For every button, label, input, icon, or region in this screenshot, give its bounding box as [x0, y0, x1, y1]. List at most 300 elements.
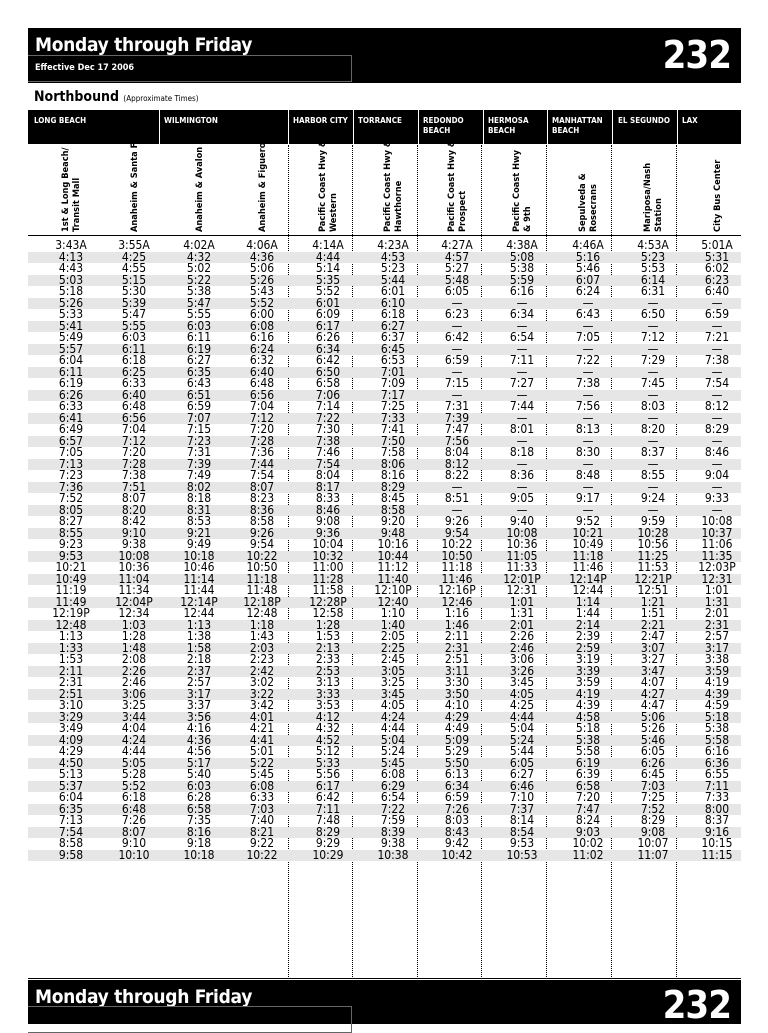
time-cell: 4:53A — [637, 238, 669, 252]
time-cell: 3:42 — [249, 698, 275, 712]
time-cell: 4:16 — [186, 721, 212, 735]
time-cell: 2:01 — [509, 617, 535, 632]
time-cell: 5:52 — [121, 778, 147, 793]
time-cell: 4:58 — [575, 709, 601, 724]
time-cell: 6:27 — [380, 318, 406, 333]
region-torrance: TORRANCE — [358, 116, 402, 125]
time-cell: — — [647, 456, 659, 471]
time-cell: 5:38 — [186, 284, 212, 298]
time-cell: 6:51 — [186, 387, 212, 402]
time-cell: 5:16 — [575, 249, 601, 264]
time-cell: 10:44 — [377, 548, 409, 563]
time-cell: 5:46 — [640, 732, 666, 747]
time-cell: 1:31 — [704, 594, 730, 609]
time-cell: 12:31 — [701, 571, 733, 586]
time-cell: 7:54 — [58, 824, 84, 839]
time-cell: 6:10 — [380, 295, 406, 310]
time-cell: 7:26 — [444, 801, 470, 816]
time-cell: 8:55 — [640, 468, 666, 482]
time-cell: 6:03 — [121, 330, 147, 344]
time-cell: 9:22 — [249, 836, 275, 850]
time-cell: 7:12 — [640, 330, 666, 344]
time-cell: 2:25 — [380, 640, 406, 655]
time-cell: 6:35 — [58, 801, 84, 816]
time-cell: 7:11 — [509, 353, 535, 367]
time-cell: 5:33 — [315, 755, 341, 770]
time-cell: 2:31 — [58, 675, 84, 689]
footer-bar — [28, 980, 741, 1027]
time-cell: 6:29 — [380, 778, 406, 793]
time-cell: 4:59 — [704, 698, 730, 712]
time-cell: 11:40 — [377, 571, 409, 586]
region-divider — [353, 110, 354, 144]
time-cell: 7:41 — [380, 422, 406, 436]
time-cell: 8:03 — [444, 813, 470, 827]
time-cell: 3:45 — [380, 686, 406, 701]
time-cell: 12:01P — [503, 571, 541, 586]
time-cell: 4:19 — [704, 675, 730, 689]
time-cell: 7:54 — [249, 468, 275, 482]
time-cell: — — [647, 502, 659, 517]
time-cell: 3:30 — [444, 675, 470, 689]
time-cell: 6:04 — [58, 353, 84, 367]
time-cell: 4:39 — [575, 698, 601, 712]
time-cell: 4:39 — [704, 686, 730, 701]
stop-name: City Bus Center — [711, 159, 723, 232]
stop-header — [193, 146, 234, 232]
time-cell: 7:33 — [704, 790, 730, 804]
time-cell: 6:14 — [640, 272, 666, 287]
time-cell: 6:13 — [444, 767, 470, 781]
time-cell: 6:42 — [315, 790, 341, 804]
time-cell: 9:42 — [444, 836, 470, 850]
time-cell: 11:15 — [701, 847, 733, 862]
time-cell: 10:22 — [441, 537, 473, 551]
time-cell: 5:08 — [509, 249, 535, 264]
time-cell: 4:38A — [506, 238, 538, 252]
time-cell: 2:33 — [315, 652, 341, 666]
time-cell: 5:44 — [380, 272, 406, 287]
time-cell: 3:06 — [509, 652, 535, 666]
time-cell: 3:56 — [186, 709, 212, 724]
time-cell: 7:46 — [315, 445, 341, 459]
time-cell: 2:57 — [186, 675, 212, 689]
time-cell: 7:56 — [444, 433, 470, 448]
time-cell: 6:11 — [186, 330, 212, 344]
time-cell: 11:06 — [701, 537, 733, 551]
time-cell: 11:19 — [55, 583, 87, 597]
stop-name: 1st & Long Beach/ Transit Mall — [60, 147, 82, 232]
time-cell: 6:26 — [58, 387, 84, 402]
time-cell: 6:33 — [249, 790, 275, 804]
time-cell: 3:50 — [444, 686, 470, 701]
time-cell: 9:59 — [640, 514, 666, 528]
time-cell: 3:17 — [704, 640, 730, 655]
time-cell: 1:33 — [58, 640, 84, 655]
time-cell: 9:20 — [380, 514, 406, 528]
time-cell: 11:35 — [701, 548, 733, 563]
time-cell: 8:20 — [640, 422, 666, 436]
time-cell: 3:47 — [640, 663, 666, 678]
time-cell: 10:04 — [312, 537, 344, 551]
time-cell: 7:23 — [186, 433, 212, 448]
time-cell: 1:43 — [249, 629, 275, 643]
time-cell: 6:54 — [509, 330, 535, 344]
time-cell: 5:58 — [704, 732, 730, 747]
time-cell: 6:11 — [121, 341, 147, 356]
time-cell: 7:54 — [315, 456, 341, 471]
time-cell: 6:41 — [58, 410, 84, 425]
time-cell: 5:44 — [509, 744, 535, 758]
time-cell: 2:05 — [380, 629, 406, 643]
time-cell: 8:29 — [315, 824, 341, 839]
time-cell: 8:27 — [58, 514, 84, 528]
time-cell: 12:03P — [698, 560, 736, 574]
time-cell: 3:26 — [509, 663, 535, 678]
time-cell: 3:10 — [58, 698, 84, 712]
time-cell: 8:29 — [704, 422, 730, 436]
time-cell: 7:04 — [121, 422, 147, 436]
time-cell: 8:00 — [704, 801, 730, 816]
direction-heading — [34, 89, 199, 105]
time-cell: 6:16 — [249, 330, 275, 344]
time-cell: 8:18 — [509, 445, 535, 459]
time-cell: 8:16 — [380, 468, 406, 482]
time-cell: 3:45 — [509, 675, 535, 689]
time-cell: 8:51 — [444, 491, 470, 505]
time-cell: 12:40 — [377, 594, 409, 609]
time-cell: 2:39 — [575, 629, 601, 643]
time-cell: 4:09 — [58, 732, 84, 747]
time-cell: 10:38 — [377, 847, 409, 862]
time-cell: 8:14 — [509, 813, 535, 827]
time-cell: 1:40 — [380, 617, 406, 632]
time-cell: 5:52 — [315, 284, 341, 298]
time-cell: 7:23 — [58, 468, 84, 482]
time-cell: 1:01 — [509, 594, 535, 609]
time-cell: 7:38 — [315, 433, 341, 448]
time-cell: 6:01 — [315, 295, 341, 310]
time-cell: 9:29 — [315, 836, 341, 850]
stop-name: Anaheim & Avalon — [193, 146, 205, 232]
time-cell: 7:03 — [249, 801, 275, 816]
time-cell: 6:18 — [380, 307, 406, 321]
time-cell: 3:17 — [186, 686, 212, 701]
time-cell: 5:55 — [121, 318, 147, 333]
time-cell: 7:12 — [121, 433, 147, 448]
time-cell: 5:17 — [186, 755, 212, 770]
time-cell: 7:22 — [315, 410, 341, 425]
time-cell: 5:33 — [58, 307, 84, 321]
time-cell: 10:10 — [118, 847, 150, 862]
time-cell: 7:38 — [121, 468, 147, 482]
time-cell: 9:49 — [186, 537, 212, 551]
time-cell: 5:38 — [509, 261, 535, 275]
time-cell: 9:58 — [58, 847, 84, 862]
time-cell: 6:17 — [315, 778, 341, 793]
time-cell: 7:39 — [444, 410, 470, 425]
time-cell: 12:31 — [506, 583, 538, 597]
time-cell: 3:43A — [55, 238, 87, 252]
time-cell: 9:24 — [640, 491, 666, 505]
stop-header — [382, 139, 422, 232]
time-cell: 11:18 — [572, 548, 604, 563]
time-cell: 5:38 — [704, 721, 730, 735]
time-cell: 6:25 — [121, 364, 147, 379]
time-cell: 7:52 — [640, 801, 666, 816]
time-cell: — — [516, 456, 528, 471]
time-cell: 7:28 — [249, 433, 275, 448]
time-cell: 6:27 — [186, 353, 212, 367]
time-cell: 4:06A — [246, 238, 278, 252]
time-cell: 5:47 — [186, 295, 212, 310]
time-cell: — — [711, 502, 723, 517]
time-cell: 10:02 — [572, 836, 604, 850]
time-cell: 10:50 — [441, 548, 473, 563]
time-cell: 9:52 — [575, 514, 601, 528]
time-cell: 8:12 — [444, 456, 470, 471]
time-cell: 5:05 — [121, 755, 147, 770]
time-cell: 5:14 — [315, 261, 341, 275]
stop-header — [128, 137, 169, 232]
time-cell: 6:43 — [186, 376, 212, 390]
time-cell: 9:08 — [315, 514, 341, 528]
time-cell: 6:05 — [640, 744, 666, 758]
time-cell: 1:03 — [121, 617, 147, 632]
time-cell: 5:29 — [444, 744, 470, 758]
time-cell: 1:01 — [704, 583, 730, 597]
time-cell: 7:47 — [575, 801, 601, 816]
time-cell: 12:14P — [569, 571, 607, 586]
time-cell: 5:53 — [640, 261, 666, 275]
time-cell: 5:18 — [58, 284, 84, 298]
time-cell: 4:36 — [186, 732, 212, 747]
time-cell: 4:56 — [186, 744, 212, 758]
time-cell: 6:37 — [380, 330, 406, 344]
time-cell: 5:26 — [249, 272, 275, 287]
time-cell: 10:29 — [312, 847, 344, 862]
time-cell: 5:59 — [509, 272, 535, 287]
time-cell: 11:00 — [312, 560, 344, 574]
footer-title: Monday through Friday — [35, 986, 253, 1008]
time-cell: 6:35 — [186, 364, 212, 379]
time-cell: 3:05 — [380, 663, 406, 678]
time-cell: — — [516, 433, 528, 448]
time-cell: 4:14A — [312, 238, 344, 252]
time-cell: 6:24 — [575, 284, 601, 298]
time-cell: 5:48 — [444, 272, 470, 287]
time-cell: 3:11 — [444, 663, 470, 678]
time-cell: 7:33 — [380, 410, 406, 425]
time-cell: — — [711, 295, 723, 310]
time-cell: 6:23 — [704, 272, 730, 287]
time-cell: 5:45 — [249, 767, 275, 781]
time-cell: — — [647, 295, 659, 310]
time-cell: 11:12 — [377, 560, 409, 574]
time-cell: 11:28 — [312, 571, 344, 586]
time-cell: 5:03 — [58, 272, 84, 287]
time-cell: 6:58 — [186, 801, 212, 816]
time-cell: 8:07 — [249, 479, 275, 494]
time-cell: 6:48 — [121, 399, 147, 413]
time-cell: 3:59 — [704, 663, 730, 678]
time-cell: 2:11 — [444, 629, 470, 643]
time-cell: 9:16 — [704, 824, 730, 839]
time-cell: 5:02 — [186, 261, 212, 275]
time-cell: 6:31 — [640, 284, 666, 298]
time-cell: 10:46 — [183, 560, 215, 574]
region-divider — [677, 110, 678, 144]
time-cell: 1:58 — [186, 640, 212, 655]
time-cell: 6:24 — [249, 341, 275, 356]
time-cell: 7:25 — [640, 790, 666, 804]
time-cell: 1:53 — [315, 629, 341, 643]
time-cell: 4:02A — [183, 238, 215, 252]
time-cell: 3:25 — [121, 698, 147, 712]
time-cell: 6:26 — [315, 330, 341, 344]
time-cell: 4:23A — [377, 238, 409, 252]
time-cell: 9:40 — [509, 514, 535, 528]
time-cell: 8:12 — [704, 399, 730, 413]
time-cell: 5:24 — [509, 732, 535, 747]
time-cell: 2:03 — [249, 640, 275, 655]
time-cell: 2:59 — [575, 640, 601, 655]
time-cell: 8:36 — [509, 468, 535, 482]
time-cell: 9:26 — [249, 525, 275, 540]
time-cell: 8:29 — [380, 479, 406, 494]
time-cell: 2:13 — [315, 640, 341, 655]
time-cell: 6:49 — [58, 422, 84, 436]
time-cell: — — [647, 364, 659, 379]
time-cell: 8:58 — [58, 836, 84, 850]
time-cell: 4:01 — [249, 709, 275, 724]
time-cell: 7:30 — [315, 422, 341, 436]
time-cell: 6:01 — [380, 284, 406, 298]
time-cell: 2:51 — [58, 686, 84, 701]
time-cell: 4:07 — [640, 675, 666, 689]
time-cell: 12:44 — [183, 606, 215, 620]
time-cell: 3:13 — [315, 675, 341, 689]
time-cell: 6:48 — [121, 801, 147, 816]
time-cell: 7:11 — [315, 801, 341, 816]
time-cell: 7:13 — [58, 456, 84, 471]
time-cell: — — [647, 479, 659, 494]
time-cell: 4:50 — [58, 755, 84, 770]
stop-name: Pacific Coast Hwy & Prospect — [446, 139, 468, 232]
time-cell: 8:37 — [704, 813, 730, 827]
time-cell: 6:48 — [249, 376, 275, 390]
time-cell: 11:18 — [441, 560, 473, 574]
time-cell: — — [516, 318, 528, 333]
time-cell: 7:31 — [186, 445, 212, 459]
time-cell: 9:36 — [315, 525, 341, 540]
time-cell: 2:26 — [121, 663, 147, 678]
time-cell: 7:44 — [249, 456, 275, 471]
time-cell: 8:03 — [640, 399, 666, 413]
time-cell: 6:40 — [249, 364, 275, 379]
time-cell: 9:04 — [704, 468, 730, 482]
time-cell: 9:33 — [704, 491, 730, 505]
time-cell: 8:37 — [640, 445, 666, 459]
time-cell: 1:18 — [249, 617, 275, 632]
time-cell: 5:41 — [58, 318, 84, 333]
time-cell: 10:18 — [183, 847, 215, 862]
time-cell: 3:39 — [575, 663, 601, 678]
time-cell: 8:16 — [186, 824, 212, 839]
time-cell: 6:45 — [380, 341, 406, 356]
time-cell: 6:16 — [509, 284, 535, 298]
time-cell: 6:58 — [575, 778, 601, 793]
time-cell: 3:19 — [575, 652, 601, 666]
time-cell: 8:05 — [58, 502, 84, 517]
time-cell: 5:26 — [58, 295, 84, 310]
time-cell: 6:08 — [380, 767, 406, 781]
time-cell: 4:32 — [186, 249, 212, 264]
page-title: Monday through Friday — [35, 34, 253, 56]
time-cell: 4:41 — [249, 732, 275, 747]
time-cell: 7:38 — [704, 353, 730, 367]
time-cell: — — [516, 410, 528, 425]
time-cell: 5:46 — [575, 261, 601, 275]
time-cell: 6:18 — [121, 353, 147, 367]
time-cell: 7:13 — [58, 813, 84, 827]
time-cell: 7:36 — [58, 479, 84, 494]
time-cell: 5:24 — [380, 744, 406, 758]
time-cell: — — [711, 387, 723, 402]
time-cell: 1:21 — [640, 594, 666, 609]
time-cell: 7:45 — [640, 376, 666, 390]
time-cell: 2:37 — [186, 663, 212, 678]
time-cell: 6:05 — [509, 755, 535, 770]
time-cell: 1:51 — [640, 606, 666, 620]
time-cell: — — [582, 364, 594, 379]
time-cell: — — [516, 341, 528, 356]
time-cell: 5:18 — [575, 721, 601, 735]
time-cell: 8:48 — [575, 468, 601, 482]
time-cell: 12:10P — [374, 583, 412, 597]
time-cell: 6:56 — [121, 410, 147, 425]
time-cell: — — [647, 341, 659, 356]
time-cell: 5:04 — [509, 721, 535, 735]
time-cell: 7:05 — [58, 445, 84, 459]
time-cell: 2:45 — [380, 652, 406, 666]
header-bar — [28, 28, 741, 83]
time-cell: 10:21 — [572, 525, 604, 540]
time-cell: 8:06 — [380, 456, 406, 471]
time-cell: 4:25 — [121, 249, 147, 264]
time-cell: 1:46 — [444, 617, 470, 632]
time-cell: 8:20 — [121, 502, 147, 517]
time-cell: — — [582, 387, 594, 402]
time-cell: 8:45 — [380, 491, 406, 505]
time-cell: 5:56 — [315, 767, 341, 781]
time-cell: 10:08 — [118, 548, 150, 563]
header-rule — [28, 235, 741, 236]
time-cell: — — [582, 433, 594, 448]
time-cell: — — [516, 502, 528, 517]
time-cell: 6:59 — [444, 353, 470, 367]
time-cell: 12:16P — [438, 583, 476, 597]
time-cell: 9:03 — [575, 824, 601, 839]
time-cell: 4:44 — [315, 249, 341, 264]
time-cell: 6:53 — [380, 353, 406, 367]
time-cell: 8:04 — [444, 445, 470, 459]
time-cell: 5:27 — [444, 261, 470, 275]
time-cell: 10:42 — [441, 847, 473, 862]
time-cell: 8:01 — [509, 422, 535, 436]
time-cell: 6:50 — [315, 364, 341, 379]
time-cell: 6:02 — [704, 261, 730, 275]
